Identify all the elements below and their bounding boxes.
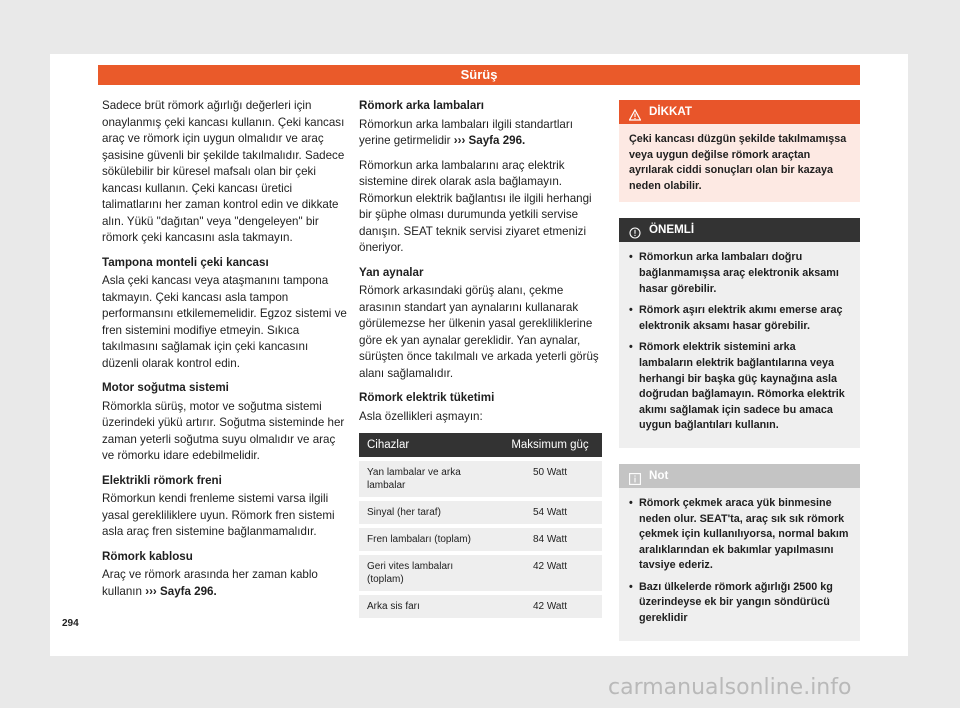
column-right (619, 100, 860, 657)
list-item-text: Römork aşırı elektrik akımı emerse araç elektronik aksamı hasar görebilir. (639, 304, 843, 332)
subheading: Motor soğutma sistemi (102, 381, 229, 394)
list-item (629, 303, 850, 334)
important-title: ÖNEMLİ (649, 223, 695, 237)
table-cell-power: 50 Watt (498, 459, 602, 499)
table-row (359, 553, 602, 593)
table-row (359, 593, 602, 618)
table-cell-power: 84 Watt (498, 526, 602, 553)
paragraph: Römorkun kendi frenleme sistemi varsa ilgili yasal gerekliliklere uyun. Römork fren sistemi asla araç fren sistemine bağlanmamalıdır. (102, 492, 335, 538)
paragraph (102, 567, 348, 600)
bullet: • (629, 580, 633, 593)
paragraph: Asla çeki kancası veya ataşmanını tampona takmayın. Çeki kancası asla tampon performansını etkilememelidir. Egzoz sistemi ve fren sistemini modifiye etmeyin. Sıkıca takılmasını sağlamak için çeki kancasını düzenli olarak kontrol edin. (102, 274, 347, 370)
table-cell-device: Arka sis farı (359, 593, 498, 618)
note-body (619, 488, 860, 641)
bullet: • (629, 304, 633, 317)
page-reference-link[interactable]: ››› Sayfa 296. (453, 134, 526, 147)
table-header: Maksimum güç (498, 433, 602, 459)
table-cell-device: Sinyal (her taraf) (359, 499, 498, 526)
list-item (629, 250, 850, 297)
table-row (359, 459, 602, 499)
note-info-icon (629, 470, 641, 482)
subheading: Römork elektrik tüketimi (359, 391, 495, 404)
paragraph-text: Araç ve römork arasında her zaman kablo kullanın (102, 568, 318, 598)
subheading: Yan aynalar (359, 265, 424, 279)
subheading: Tampona monteli çeki kancası (102, 255, 269, 269)
bullet: • (629, 341, 633, 354)
paragraph: Römork arkasındaki görüş alanı, çekme arasının standart yan aynalarını kullanarak görülemezse her ülkenin yasal gerekliliklerine göre ek yan aynalar gereklidir. Yan aynalar, sürüşten önce takılmalı ve arkada yeterli görüş alanı sağlamalıdır. (359, 284, 599, 380)
warning-header (619, 100, 860, 124)
table-header-row (359, 433, 602, 459)
paragraph: Römorkun arka lambalarını araç elektrik sistemine direk olarak asla bağlamayın. Römorkun elektrik bağlantısı ile ilgili herhangi bir şüphe olması durumunda yetkili servise danışın. SEAT teknik servisi ziyaret etmenizi öneriyor. (359, 158, 592, 254)
info-circle-icon (629, 224, 641, 236)
table-cell-device: Yan lambalar ve arka lambalar (359, 459, 498, 499)
paragraph: Asla özellikleri aşmayın: (359, 409, 483, 423)
list-item (629, 580, 850, 627)
subheading: Römork kablosu (102, 549, 193, 563)
watermark: carmanualsonline.info (608, 675, 852, 700)
table-header: Cihazlar (359, 433, 498, 459)
important-box (619, 218, 860, 448)
section-header: Sürüş (98, 65, 860, 85)
subheading: Elektrikli römork freni (102, 473, 222, 487)
table-cell-device: Geri vites lambaları (toplam) (359, 553, 498, 593)
important-body (619, 242, 860, 448)
paragraph: Römorkla sürüş, motor ve soğutma sistemi üzerindeki yükü artırır. Soğutma sisteminde her zaman yeterli soğutma suyu olmalıdır ve araç ve römorku idare edebilmelidir. (102, 399, 345, 462)
table-cell-device: Fren lambaları (toplam) (359, 526, 498, 553)
table-cell-power: 42 Watt (498, 553, 602, 593)
warning-box (619, 100, 860, 202)
bullet: • (629, 496, 633, 509)
warning-title: DİKKAT (649, 105, 692, 118)
table-cell-power: 42 Watt (498, 593, 602, 618)
power-table (359, 433, 602, 618)
list-item (629, 340, 850, 434)
list-item (629, 496, 850, 574)
warning-triangle-icon (629, 106, 641, 118)
important-header (619, 218, 860, 242)
note-header (619, 464, 860, 488)
list-item-text: Bazı ülkelerde römork ağırlığı 2500 kg üzerindeyse ek bir yangın söndürücü gereklidir (639, 580, 833, 625)
paragraph (359, 117, 602, 150)
paragraph-text: Römorkun arka lambaları ilgili standartları yerine getirmelidir (359, 117, 573, 147)
list-item-text: Römork elektrik sistemini arka lambaların elektrik bağlantılarına veya herhangi bir başka güç kaynağına asla doğrudan bağlamayın. Römorka elektrik akımı sağlamak için sadece bu amaca uygun bağlantıları kullanın. (639, 341, 845, 432)
list-item-text: Römork çekmek araca yük binmesine neden olur. SEAT'ta, araç sık sık römork çekmek için kullanılıyorsa, normal bakım aralıklarından ek bakımlar yapılmasını tavsiye ederiz. (639, 496, 849, 572)
table-cell-power: 54 Watt (498, 499, 602, 526)
table-row (359, 499, 602, 526)
list-item-text: Römorkun arka lambaları doğru bağlanmamışsa araç elektronik aksamı hasar görebilir. (639, 251, 839, 295)
column-left (102, 98, 348, 608)
page-number: 294 (62, 618, 79, 629)
table-row (359, 526, 602, 553)
warning-text: Çeki kancası düzgün şekilde takılmamışsa veya uygun değilse römork araçtan ayrılarak ciddi sonuçları olan bir kazaya neden olabilir. (619, 124, 860, 202)
note-title: Not (649, 468, 669, 482)
note-box (619, 464, 860, 641)
subheading: Römork arka lambaları (359, 99, 485, 112)
column-middle (359, 98, 602, 618)
paragraph: Sadece brüt römork ağırlığı değerleri için onaylanmış çeki kancası kullanın. Çeki kancası araç ve römork için uygun olmalıdır ve araç şasisine güvenli bir şekilde takılmalıdır. Sadece sökülebilir bir küresel mafsalı olan bir çeki kancası kullanın. Çeki kancası üretici talimatlarını her zaman kontrol edin ve dikkate alın. Yükü "dağıtan" veya "dengeleyen" bir römork çeki kancasını asla takmayın. (102, 99, 345, 244)
bullet: • (629, 251, 633, 264)
page-reference-link[interactable]: ››› Sayfa 296. (145, 584, 217, 598)
